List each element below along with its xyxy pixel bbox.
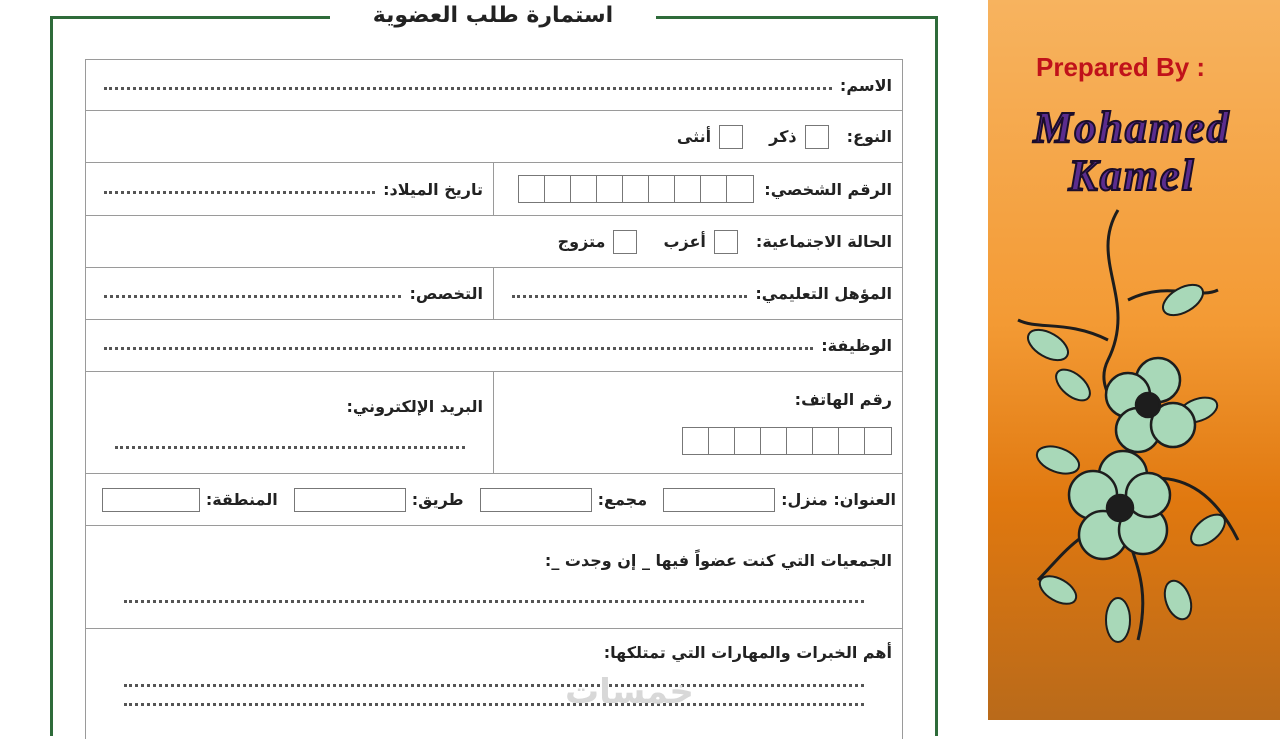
societies-field[interactable] (124, 600, 864, 603)
complex-label: مجمع: (597, 490, 648, 509)
gender-row (85, 111, 903, 163)
job-row (85, 320, 903, 372)
societies-label: الجمعيات التي كنت عضواً فيها _ إن وجدت _: (544, 551, 892, 570)
marital-label: الحالة الاجتماعية: (755, 232, 892, 251)
skills-row (85, 629, 903, 739)
area-label: المنطقة: (205, 490, 278, 509)
phone-number-grid[interactable] (682, 427, 892, 455)
married-checkbox[interactable] (613, 230, 637, 254)
birth-label: تاريخ الميلاد: (383, 179, 483, 199)
female-checkbox[interactable] (719, 125, 743, 149)
area-field[interactable] (102, 488, 200, 512)
single-label: أعزب (663, 232, 706, 251)
email-field[interactable] (115, 446, 465, 449)
form-title: استمارة طلب العضوية (330, 0, 656, 32)
address-label: العنوان: منزل: (781, 490, 896, 509)
contact-row (85, 372, 903, 474)
job-label: الوظيفة: (821, 336, 892, 355)
email-label: البريد الإلكتروني: (346, 396, 483, 416)
qualification-field[interactable] (512, 295, 747, 298)
skills-label: أهم الخبرات والمهارات التي تمتلكها: (603, 643, 892, 662)
house-field[interactable] (663, 488, 775, 512)
name-row (85, 59, 903, 111)
complex-field[interactable] (480, 488, 592, 512)
birth-field[interactable] (104, 191, 375, 194)
id-birth-row (85, 163, 903, 216)
address-row (85, 474, 903, 526)
author-name (1012, 104, 1252, 200)
qualification-label: المؤهل التعليمي: (755, 284, 892, 303)
marital-row (85, 216, 903, 268)
watermark: خمسات (565, 672, 694, 712)
male-label: ذكر (769, 127, 797, 146)
membership-form (85, 59, 903, 739)
specialty-field[interactable] (104, 295, 401, 298)
skills-field-2[interactable] (124, 703, 864, 706)
name-label: الاسم: (839, 75, 892, 95)
road-field[interactable] (294, 488, 406, 512)
prepared-by-label: Prepared By : (1036, 52, 1206, 82)
skills-field-1[interactable] (124, 684, 864, 687)
qualification-row (85, 268, 903, 320)
societies-row (85, 526, 903, 629)
married-label: متزوج (557, 232, 606, 251)
gender-label: النوع: (846, 127, 892, 146)
name-field[interactable] (104, 87, 832, 90)
single-checkbox[interactable] (714, 230, 738, 254)
male-checkbox[interactable] (805, 125, 829, 149)
specialty-label: التخصص: (409, 284, 483, 303)
author-first-name: Mohamed (1033, 103, 1231, 152)
id-label: الرقم الشخصي: (764, 179, 892, 199)
phone-label: رقم الهاتف: (794, 390, 892, 409)
road-label: طريق: (411, 490, 464, 509)
female-label: أنثى (676, 127, 712, 146)
job-field[interactable] (104, 347, 813, 350)
author-last-name: Kamel (1068, 151, 1196, 200)
id-number-grid[interactable] (518, 175, 754, 203)
